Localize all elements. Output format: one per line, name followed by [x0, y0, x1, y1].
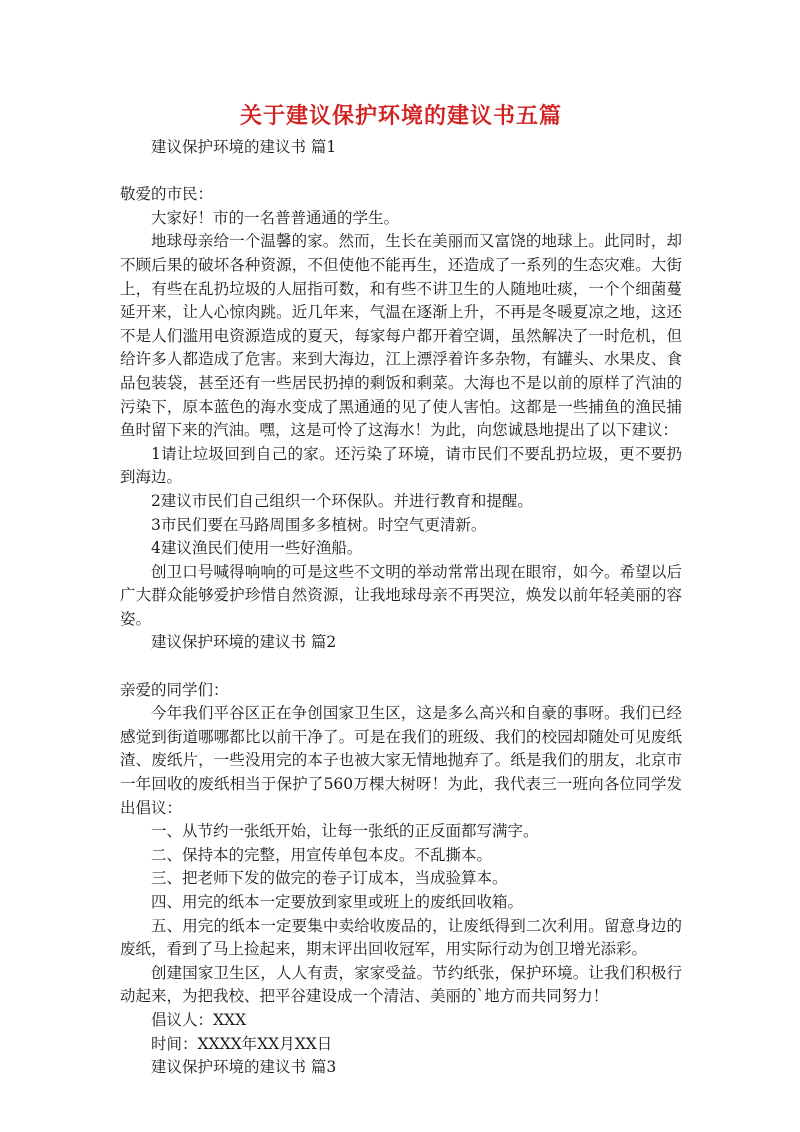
salutation: 敬爱的市民： — [120, 185, 214, 204]
suggestion-item: 3市民们要在马路周围多多植树。时空气更清新。 — [151, 515, 487, 534]
paragraph: 创建国家卫生区，人人有责，家家受益。节约纸张，保护环境。让我们积极行动起来，为把我校、把平谷建设成一个清洁、美丽的`地方而共同努力！ — [120, 963, 682, 1006]
suggestion-item: 1请让垃圾回到自己的家。还污染了环境，请市民们不要乱扔垃圾，更不要扔到海边。 — [120, 444, 682, 487]
section-heading: 建议保护环境的建议书 篇2 — [151, 633, 337, 652]
proposal-item: 五、用完的纸本一定要集中卖给收废品的，让废纸得到二次利用。留意身边的废纸，看到了马上捡起来，期末评出回收冠军，用实际行动为创卫增光添彩。 — [120, 916, 682, 959]
document-body — [120, 100, 682, 1080]
section-heading: 建议保护环境的建议书 篇3 — [151, 1058, 337, 1077]
paragraph: 地球母亲给一个温馨的家。然而，生长在美丽而又富饶的地球上。此同时，却不顾后果的破坏各种资源，不但使他不能再生，还造成了一系列的生态灾难。大街上，有些在乱扔垃圾的人屈指可数，和有些不讲卫生的人随地吐痰，一个个细菌蔓延开来，让人心惊肉跳。近几年来，气温在逐渐上升，不再是冬暖夏凉之地，这还不是人们滥用电资源造成的夏天，每家每户都开着空调，虽然解决了一时危机，但给许多人都造成了危害。来到大海边，江上漂浮着许多杂物，有罐头、水果皮、食品包装袋，甚至还有一些居民扔掉的剩饭和剩菜。大海也不是以前的原样了汽油的污染下，原本蓝色的海水变成了黑通通的见了使人害怕。这都是一些捕鱼的渔民捕鱼时留下来的汽油。嘿，这是可怜了这海水！为此，向您诚恳地提出了以下建议： — [120, 232, 682, 440]
paragraph: 创卫口号喊得响响的可是这些不文明的举动常常出现在眼帘，如今。希望以后广大群众能够爱护珍惜自然资源，让我地球母亲不再哭泣，焕发以前年轻美丽的容姿。 — [120, 562, 682, 628]
date-line: 时间：XXXX年XX月XX日 — [151, 1034, 333, 1053]
paragraph: 今年我们平谷区正在争创国家卫生区，这是多么高兴和自豪的事呀。我们已经感觉到街道哪哪都比以前干净了。可是在我们的班级、我们的校园却随处可见废纸渣、废纸片，一些没用完的本子也被大家无情地抛弃了。纸是我们的朋友，北京市一年回收的废纸相当于保护了560万棵大树呀！为此，我代表三一班向各位同学发出倡议： — [120, 704, 682, 817]
suggestion-item: 4建议渔民们使用一些好渔船。 — [151, 539, 363, 558]
section-heading: 建议保护环境的建议书 篇1 — [151, 138, 337, 156]
signature-line: 倡议人：XXX — [151, 1010, 247, 1029]
document-title: 关于建议保护环境的建议书五篇 — [239, 103, 562, 129]
proposal-item: 二、保持本的完整，用宣传单包本皮。不乱撕本。 — [151, 845, 493, 864]
proposal-item: 三、把老师下发的做完的卷子订成本，当成验算本。 — [151, 869, 508, 888]
paragraph: 大家好！市的一名普普通通的学生。 — [151, 208, 400, 227]
suggestion-item: 2建议市民们自己组织一个环保队。并进行教育和提醒。 — [151, 491, 533, 510]
proposal-item: 四、用完的纸本一定要放到家里或班上的废纸回收箱。 — [151, 893, 524, 911]
proposal-item: 一、从节约一张纸开始，让每一张纸的正反面都写满字。 — [151, 822, 539, 841]
salutation: 亲爱的同学们： — [120, 680, 229, 699]
